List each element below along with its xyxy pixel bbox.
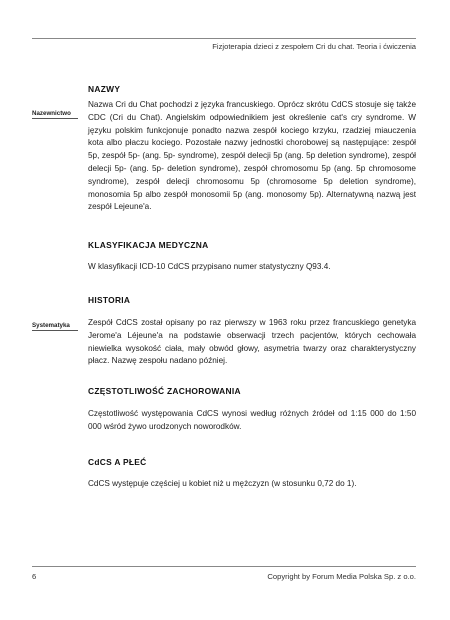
page-number: 6 (32, 572, 37, 581)
paragraph-czestotliwosc: Częstotliwość występowania CdCS wynosi według różnych źródeł od 1:15 000 do 1:50 000 wśród żywo urodzonych noworodków. (88, 409, 416, 431)
paragraph-klasyfikacja: W klasyfikacji ICD-10 CdCS przypisano numer statystyczny Q93.4. (88, 262, 331, 271)
section-heading-klasyfikacja: KLASYFIKACJA MEDYCZNA (88, 240, 209, 250)
section-heading-nazwy: NAZWY (88, 84, 121, 94)
paragraph-plec: CdCS występuje częściej u kobiet niż u mężczyzn (w stosunku 0,72 do 1). (88, 479, 357, 488)
running-head: Fizjoterapia dzieci z zespołem Cri du chat. Teoria i ćwiczenia (212, 42, 416, 51)
header-rule (32, 38, 416, 39)
margin-note-nazewnictwo: Nazewnictwo (32, 110, 78, 119)
section-heading-czestotliwosc: CZĘSTOTLIWOŚĆ ZACHOROWANIA (88, 386, 241, 396)
section-heading-plec: CdCS A PŁEĆ (88, 457, 147, 467)
paragraph-nazwy: Nazwa Cri du Chat pochodzi z języka francuskiego. Oprócz skrótu CdCS stosuje się także CDC (Cri du Chat). Angielskim odpowiednikiem jest określenie cat's cry syndrome. W języku polskim funkcjonuje ponadto nazwa zespół kociego krzyku, rzadziej miauczenia kota albo płaczu kociego. Pozostałe nazwy jednostki chorobowej są następujące: zespół 5p, zespół 5p- (ang. 5p- syndrome), zespół delecji 5p (ang. 5p deletion syndrome), zespół delecji 5p- (ang. 5p- deletion syndrome), zespół chromosomu 5p (ang. 5p chromosome syndrome), zespół delecji chromosomu 5p (chromosome 5p deletion syndrome), monosomia 5p albo zespół monosomii 5p (ang. monosomy 5p). Alternatywną nazwą jest zespół Lejeune'a. (88, 100, 416, 212)
section-heading-historia: HISTORIA (88, 295, 131, 305)
copyright: Copyright by Forum Media Polska Sp. z o.o. (267, 572, 416, 581)
margin-note-systematyka: Systematyka (32, 322, 78, 331)
footer-rule (32, 566, 416, 567)
paragraph-historia: Zespół CdCS został opisany po raz pierwszy w 1963 roku przez francuskiego genetyka Jerome'a Léjeune'a na podstawie obserwacji trzech pacjentów, których cechowała niewielka wysokość ciała, mały obwód głowy, asymetria twarzy oraz charakterystyczny płacz. Nazwę zespołu nadano później. (88, 318, 416, 366)
